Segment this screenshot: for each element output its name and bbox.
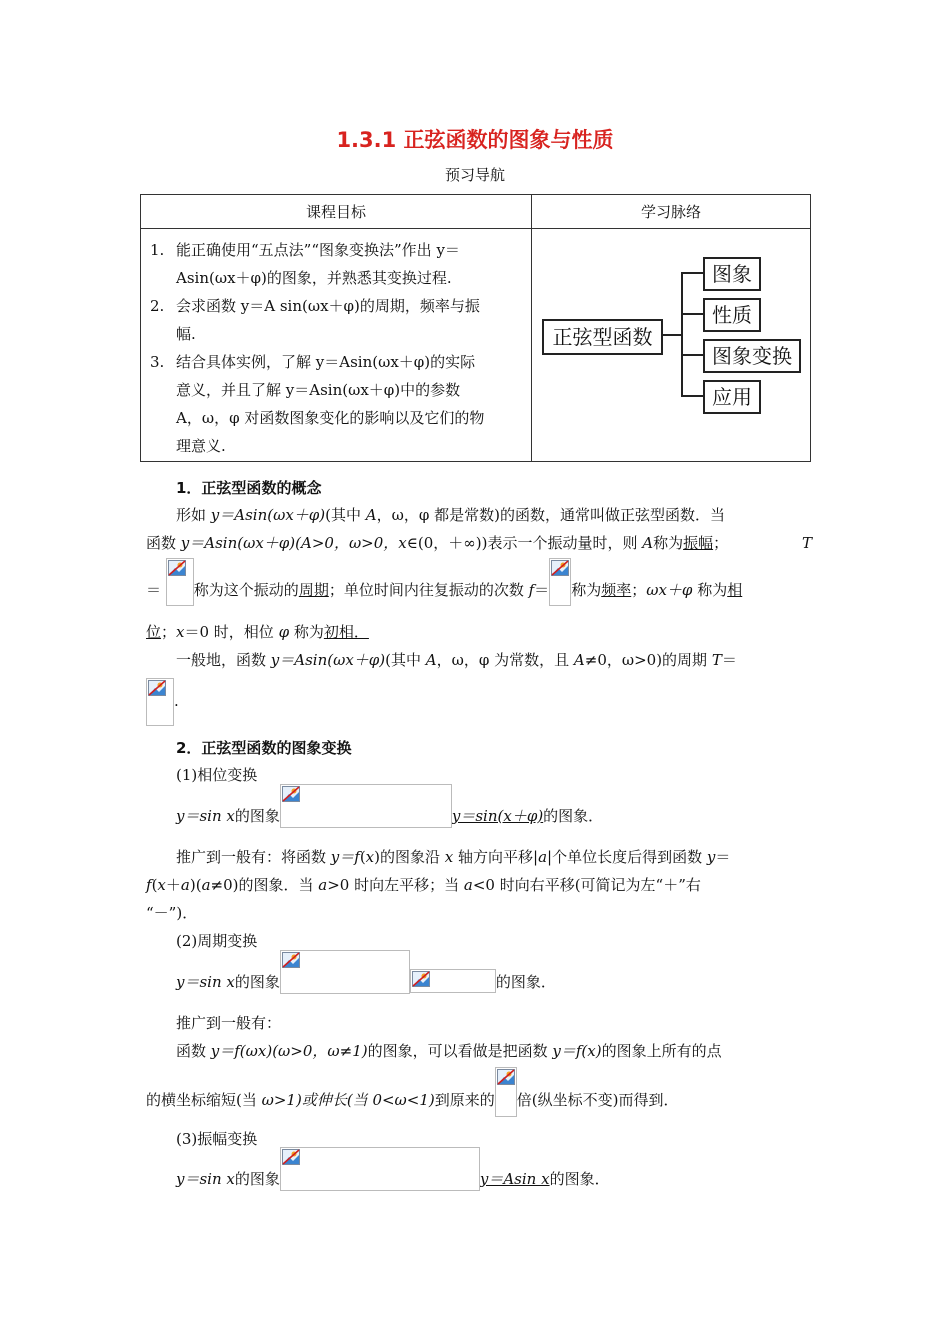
text-run: 推广到一般有：将函数 [176,848,331,866]
header-learning-outline: 学习脉络 [532,195,811,229]
text-run: ，ω，φ 为常数，且 [436,651,574,669]
text-line [146,1085,678,1117]
text-line [146,875,701,895]
text-line [176,1041,722,1061]
diagram-connector [661,334,681,336]
text-run: ＝ [715,848,731,866]
variable: φ [278,623,290,641]
answer-underlined: 周期 [298,581,329,599]
text-line [146,576,742,606]
section-subtitle: 预习导航 [444,166,505,184]
text-run: 称为 [692,581,728,599]
text-run: 的图象． [549,1170,610,1188]
text-run: )( [189,876,202,894]
answer-underlined: y＝Asin x [479,1170,550,1188]
goal-line: 会求函数 y＝A sin(ωx＋φ)的周期，频率与振 [176,297,480,315]
missing-image-icon [146,678,174,726]
goal-line: Asin(ωx＋φ)的图象，并熟悉其变换过程. [176,269,452,287]
goal-number: 1. [150,241,165,259]
text-run: 的图象 [234,973,280,991]
goals-cell [141,229,532,462]
section-heading: 2．正弦型函数的图象变换 [176,739,352,757]
diagram-connector [681,272,683,396]
goal-line: 意义，并且了解 y＝Asin(ωx＋φ)中的参数 [176,381,461,399]
text-run: 的图象． [543,807,604,825]
section-heading: 1．正弦型函数的概念 [176,479,322,497]
text-run: . [174,692,179,710]
text-run: 称为 [653,534,684,552]
text-run: ； [713,534,729,552]
text-line [176,505,725,525]
diagram-connector [681,395,703,397]
variable: a [463,876,473,894]
variable: a [201,876,211,894]
variable: a [180,876,190,894]
variable: A [365,506,377,524]
formula: y＝Asin(ωx＋φ)(A>0，ω>0，x [180,534,407,552]
header-course-goals: 课程目标 [141,195,532,229]
variable: A [642,534,654,552]
text-run: |个单位长度后得到函数 [547,848,707,866]
text-run: 形如 [176,506,211,524]
text-run: (其中 [325,506,366,524]
answer-underlined: y＝sin(x＋φ) [451,807,544,825]
goal-item [150,348,524,460]
formula: y＝Asin(ωx＋φ) [210,506,326,524]
goals-list [142,230,530,460]
goal-line: 结合具体实例，了解 y＝Asin(ωx＋φ)的实际 [176,353,476,371]
text-run: ( [359,848,366,866]
text-line [146,533,813,553]
formula: y＝f [330,848,360,866]
variable: A [573,651,585,669]
variable: f [146,876,152,894]
diagram-branch-box: 图象 [703,257,761,291]
text-run: (其中 [385,651,426,669]
goal-number: 3. [150,353,165,371]
text-run: ≠0，ω>0)的周期 [584,651,712,669]
text-line: 推广到一般有： [176,1014,282,1032]
goal-item [150,292,524,348]
subsection-heading: (2)周期变换 [176,932,258,950]
text-run: 称为这个振动的 [193,581,299,599]
text-run: 称为 [571,581,602,599]
goal-line: A，ω，φ 对函数图象变化的影响以及它们的物 [176,409,485,427]
missing-image-icon [280,950,410,994]
page-title: 1.3.1 正弦函数的图象与性质 [336,128,614,152]
text-run: )的图象沿 [374,848,445,866]
formula: ωx＋φ [646,581,693,599]
text-run: 轴方向平移| [453,848,539,866]
variable: y [706,848,716,866]
diagram-connector [681,354,703,356]
goal-item [150,236,524,292]
subsection-heading: (3)振幅变换 [176,1130,258,1148]
answer-underlined: 相 [727,581,743,599]
goal-line: 理意义. [176,437,226,455]
variable: f [528,581,535,599]
missing-image-icon [410,969,496,993]
formula: y＝f(x) [552,1042,602,1060]
text-run: 的图象 [234,1170,280,1188]
variable: x [157,876,166,894]
diagram-branch-box: 性质 [703,298,761,332]
text-run: 的图象 [234,807,280,825]
diagram-root-box: 正弦型函数 [542,319,663,355]
subsection-heading: (1)相位变换 [176,766,258,784]
text-run: 倍(纵坐标不变)而得到． [516,1091,679,1109]
variable: a [318,876,328,894]
formula: y＝sin x [176,807,235,825]
formula: y＝Asin(ωx＋φ) [270,651,386,669]
variable: T [711,651,722,669]
text-line [176,650,737,670]
transform-line [176,806,603,828]
variable: x [176,623,185,641]
formula: ω>1)或伸长(当 0<ω<1) [261,1091,435,1109]
answer-underlined: 初相． [323,623,369,641]
diagram-connector [681,272,703,274]
variable: x [444,848,454,866]
missing-image-icon [495,1067,517,1117]
missing-image-icon [280,1147,480,1191]
transform-line [176,1169,610,1191]
answer-underlined: 振幅 [683,534,714,552]
formula: y＝sin x [176,973,235,991]
text-run: 称为 [289,623,324,641]
text-run: ； [631,581,647,599]
text-line [146,622,369,642]
text-run: ( [151,876,158,894]
missing-image-icon [166,558,194,606]
text-run: ＝ [534,581,550,599]
text-run: 的图象上所有的点 [601,1042,722,1060]
text-run: 的图象． [495,973,556,991]
text-line [146,678,179,726]
text-line [176,847,730,867]
missing-image-icon [280,784,452,828]
text-run: ； [161,623,177,641]
diagram-branch-box: 应用 [703,380,761,414]
variable: a [538,848,548,866]
formula: y＝sin x [176,1170,235,1188]
diagram-connector [681,313,703,315]
missing-image-icon [549,558,571,606]
answer-underlined: 位 [146,623,162,641]
goal-line: 能正确使用“五点法”“图象变换法”作出 y＝ [176,241,460,259]
text-run: <0 时向右平移(可简记为左“＋”右 [472,876,701,894]
variable: x [365,848,375,866]
text-run: ＝ [146,581,162,599]
formula: y＝f(ωx)(ω>0，ω≠1) [210,1042,368,1060]
text-run: 一般地，函数 [176,651,271,669]
text-run: ＝0 时，相位 [184,623,279,641]
variable: A [425,651,437,669]
text-run: ，ω，φ 都是常数)的函数，通常叫做正弦型函数．当 [376,506,725,524]
text-run: 到原来的 [434,1091,495,1109]
diagram-branch-box: 图象变换 [703,339,801,373]
transform-line [176,972,556,994]
goal-number: 2. [150,297,165,315]
text-run: ∈(0，＋∞))表示一个振动量时，则 [406,534,643,552]
text-run: ＝ [721,651,737,669]
text-run: >0 时向左平移；当 [327,876,464,894]
variable: T [802,534,813,552]
goal-line: 幅. [176,325,196,343]
answer-underlined: 频率 [601,581,632,599]
text-run: ；单位时间内往复振动的次数 [328,581,529,599]
text-run: 的图象，可以看做是把函数 [367,1042,553,1060]
text-run: 的横坐标缩短(当 [146,1091,262,1109]
text-run: ≠0)的图象．当 [210,876,319,894]
text-line: “－”)． [146,904,198,922]
text-run: 函数 [176,1042,211,1060]
text-run: 函数 [146,534,181,552]
text-run: ＋ [165,876,181,894]
